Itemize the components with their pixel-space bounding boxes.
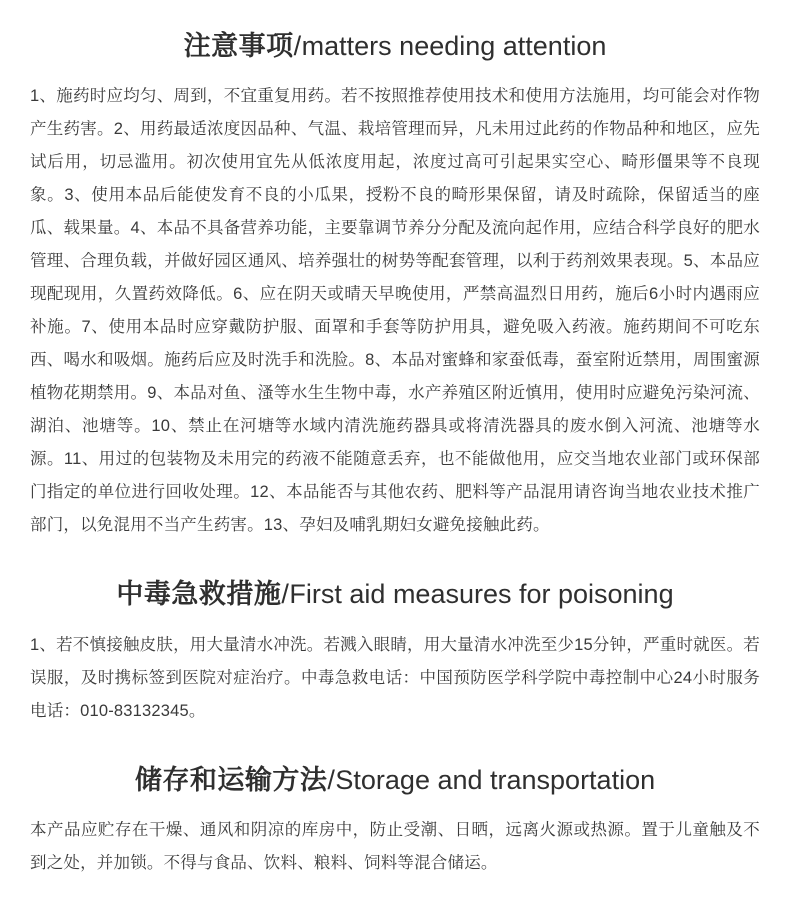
heading-english-text: matters needing attention — [301, 31, 607, 61]
section-storage-and-transportation — [30, 762, 760, 880]
section-body-matters-needing-attention: 1、施药时应均匀、周到，不宜重复用药。若不按照推荐使用技术和使用方法施用，均可能会对作物产生药害。2、用药最适浓度因品种、气温、栽培管理而异，凡未用过此药的作物品种和地区，应先试后用，切忌滥用。初次使用宜先从低浓度用起，浓度过高可引起果实空心、畸形僵果等不良现象。3、使用本品后能使发育不良的小瓜果，授粉不良的畸形果保留，请及时疏除，保留适当的座瓜、载果量。4、本品不具备营养功能，主要靠调节养分分配及流向起作用，应结合科学良好的肥水管理、合理负载，并做好园区通风、培养强壮的树势等配套管理，以利于药剂效果表现。5、本品应现配现用，久置药效降低。6、应在阴天或晴天早晚使用，严禁高温烈日用药，施后6小时内遇雨应补施。7、使用本品时应穿戴防护服、面罩和手套等防护用具，避免吸入药液。施药期间不可吃东西、喝水和吸烟。施药后应及时洗手和洗脸。8、本品对蜜蜂和家蚕低毒，蚕室附近禁用，周围蜜源植物花期禁用。9、本品对鱼、溞等水生生物中毒，水产养殖区附近慎用，使用时应避免污染河流、湖泊、池塘等。10、禁止在河塘等水域内清洗施药器具或将清洗器具的废水倒入河流、池塘等水源。11、用过的包装物及未用完的药液不能随意丢弃，也不能做他用，应交当地农业部门或环保部门指定的单位进行回收处理。12、本品能否与其他农药、肥料等产品混用请咨询当地农业技术推广部门，以免混用不当产生药害。13、孕妇及哺乳期妇女避免接触此药。 — [30, 87, 760, 535]
heading-separator: / — [281, 579, 290, 610]
heading-english-text: First aid measures for poisoning — [289, 579, 674, 610]
heading-separator: / — [327, 764, 336, 795]
section-heading-first-aid-measures — [30, 576, 760, 612]
heading-chinese-text: 注意事项 — [183, 31, 294, 61]
heading-separator: / — [293, 31, 302, 61]
heading-english-text: Storage and transportation — [335, 764, 656, 795]
heading-chinese-text: 储存和运输方法 — [134, 764, 328, 795]
section-first-aid-measures — [30, 576, 760, 727]
section-matters-needing-attention — [30, 28, 760, 542]
section-body-first-aid-measures: 1、若不慎接触皮肤，用大量清水冲洗。若溅入眼睛，用大量清水冲洗至少15分钟，严重时就医。若误服，及时携标签到医院对症治疗。中毒急救电话：中国预防医学科学院中毒控制中心24小时服务电话：010-83132345。 — [30, 635, 760, 720]
heading-chinese-text: 中毒急救措施 — [116, 579, 282, 610]
section-heading-matters-needing-attention — [30, 28, 760, 64]
section-body-storage-and-transportation: 本产品应贮存在干燥、通风和阴凉的库房中，防止受潮、日晒，远离火源或热源。置于儿童触及不到之处，并加锁。不得与食品、饮料、粮料、饲料等混合储运。 — [30, 821, 760, 873]
section-heading-storage-and-transportation — [30, 762, 760, 798]
